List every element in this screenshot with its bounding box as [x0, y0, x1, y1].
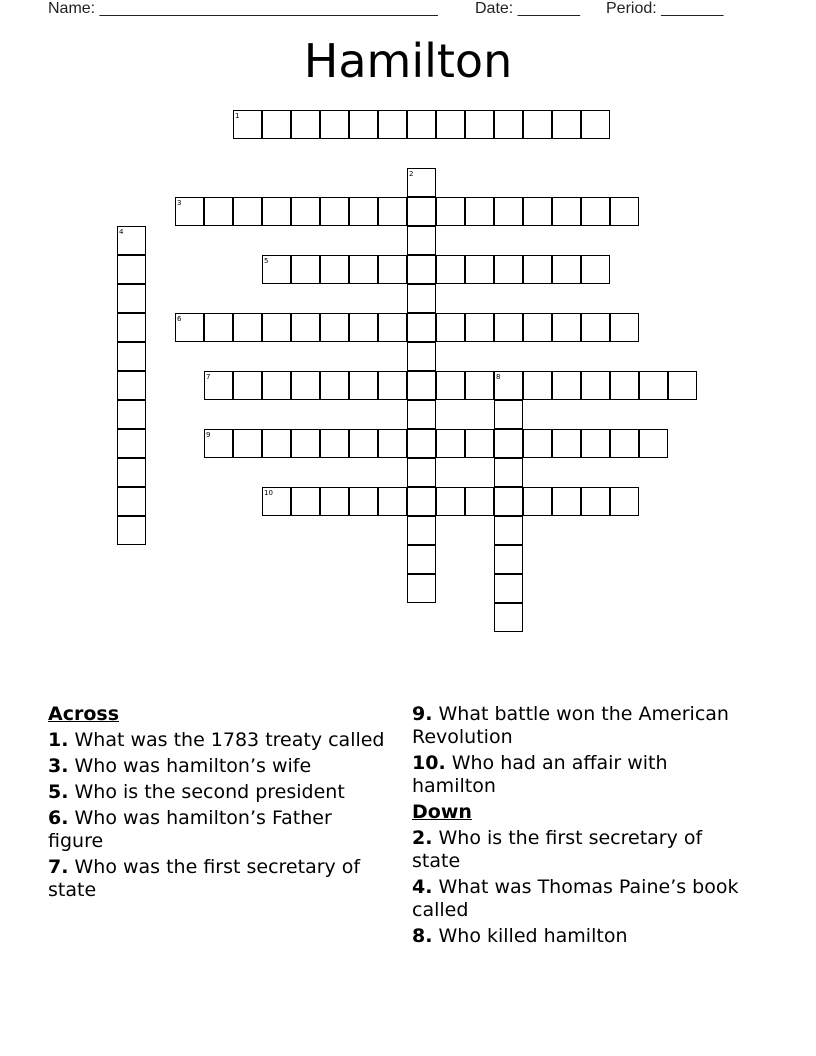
clue-text: Who was hamilton’s wife [68, 755, 312, 777]
grid-cell[interactable] [523, 371, 552, 400]
clues-left-column [48, 703, 388, 905]
grid-cell[interactable] [523, 313, 552, 342]
grid-cell[interactable] [610, 487, 639, 516]
grid-cell[interactable] [233, 371, 262, 400]
clue-number: 10. [412, 752, 446, 774]
grid-cell[interactable] [204, 313, 233, 342]
grid-cell[interactable] [494, 429, 523, 458]
grid-cell[interactable] [494, 603, 523, 632]
grid-cell[interactable] [349, 313, 378, 342]
clue-down-8 [412, 925, 752, 948]
grid-cell[interactable] [320, 371, 349, 400]
grid-cell[interactable] [291, 197, 320, 226]
grid-cell[interactable] [465, 371, 494, 400]
grid-cell[interactable] [552, 487, 581, 516]
grid-cell[interactable] [407, 110, 436, 139]
clue-number-label: 10 [264, 489, 273, 497]
clue-text: Who was hamilton’s Father figure [48, 807, 332, 852]
clue-text: What was Thomas Paine’s book called [412, 876, 739, 921]
grid-cell[interactable] [262, 197, 291, 226]
grid-cell[interactable] [436, 110, 465, 139]
grid-cell[interactable] [262, 371, 291, 400]
grid-cell[interactable] [523, 429, 552, 458]
clue-down-2 [412, 827, 752, 873]
grid-cell[interactable] [581, 197, 610, 226]
grid-cell[interactable] [552, 371, 581, 400]
clue-number-label: 5 [264, 257, 269, 265]
grid-cell[interactable] [291, 429, 320, 458]
grid-cell[interactable] [407, 255, 436, 284]
grid-cell[interactable] [436, 255, 465, 284]
grid-cell[interactable] [581, 429, 610, 458]
grid-cell[interactable] [407, 284, 436, 313]
grid-cell[interactable] [407, 545, 436, 574]
grid-cell[interactable] [349, 487, 378, 516]
grid-cell[interactable] [117, 429, 146, 458]
grid-cell[interactable] [378, 487, 407, 516]
grid-cell[interactable] [494, 255, 523, 284]
grid-cell[interactable] [378, 429, 407, 458]
clue-text: Who is the second president [68, 781, 345, 803]
grid-cell[interactable] [581, 371, 610, 400]
grid-cell[interactable] [378, 313, 407, 342]
grid-cell[interactable] [581, 487, 610, 516]
down-heading: Down [412, 801, 472, 823]
grid-cell[interactable] [407, 487, 436, 516]
clues-right-column [412, 703, 752, 951]
clue-text: Who killed hamilton [432, 925, 628, 947]
grid-cell[interactable] [407, 197, 436, 226]
grid-cell[interactable] [291, 255, 320, 284]
grid-cell[interactable] [291, 371, 320, 400]
clue-number: 4. [412, 876, 433, 898]
date-field-label: Date: _______ [475, 0, 580, 17]
period-field-label: Period: _______ [606, 0, 724, 17]
clue-across-9 [412, 703, 752, 749]
clue-number: 1. [48, 729, 69, 751]
grid-cell[interactable] [349, 429, 378, 458]
grid-cell[interactable] [523, 110, 552, 139]
clue-across-10 [412, 752, 752, 798]
grid-cell[interactable] [117, 313, 146, 342]
grid-cell[interactable] [117, 284, 146, 313]
clue-across-1 [48, 729, 388, 752]
grid-cell[interactable] [407, 226, 436, 255]
grid-cell[interactable] [407, 313, 436, 342]
grid-cell[interactable] [349, 371, 378, 400]
grid-cell[interactable] [349, 255, 378, 284]
grid-cell[interactable] [494, 110, 523, 139]
grid-cell[interactable] [291, 487, 320, 516]
grid-cell[interactable] [552, 255, 581, 284]
grid-cell[interactable] [668, 371, 697, 400]
clue-number: 7. [48, 856, 69, 878]
grid-cell[interactable] [436, 197, 465, 226]
grid-cell[interactable] [436, 487, 465, 516]
grid-cell[interactable] [320, 313, 349, 342]
grid-cell[interactable] [233, 197, 262, 226]
clue-across-5 [48, 781, 388, 804]
grid-cell[interactable] [436, 429, 465, 458]
grid-cell[interactable] [320, 255, 349, 284]
clue-number: 6. [48, 807, 69, 829]
across-heading: Across [48, 703, 120, 725]
grid-cell[interactable] [378, 110, 407, 139]
grid-cell[interactable] [117, 342, 146, 371]
grid-cell[interactable] [407, 342, 436, 371]
grid-cell[interactable] [407, 400, 436, 429]
grid-cell[interactable] [117, 371, 146, 400]
grid-cell[interactable] [320, 487, 349, 516]
grid-cell[interactable] [494, 400, 523, 429]
grid-cell[interactable] [610, 429, 639, 458]
grid-cell[interactable] [117, 255, 146, 284]
grid-cell[interactable] [465, 429, 494, 458]
grid-cell[interactable] [494, 487, 523, 516]
grid-cell[interactable] [552, 313, 581, 342]
clue-text: Who had an affair with hamilton [412, 752, 668, 797]
grid-cell[interactable] [552, 429, 581, 458]
grid-cell[interactable] [291, 110, 320, 139]
grid-cell[interactable] [117, 458, 146, 487]
grid-cell[interactable] [378, 197, 407, 226]
grid-cell[interactable] [407, 574, 436, 603]
clue-text: Who was the first secretary of state [48, 856, 361, 901]
clue-down-4 [412, 876, 752, 922]
clue-number: 5. [48, 781, 69, 803]
grid-cell[interactable] [465, 110, 494, 139]
grid-cell[interactable] [494, 545, 523, 574]
clue-text: What was the 1783 treaty called [68, 729, 385, 751]
grid-cell[interactable] [117, 516, 146, 545]
grid-cell[interactable] [436, 371, 465, 400]
clue-text: What battle won the American Revolution [412, 703, 729, 748]
grid-cell[interactable] [581, 110, 610, 139]
grid-cell[interactable] [233, 313, 262, 342]
clue-number-label: 1 [235, 112, 240, 120]
clue-number-label: 9 [206, 431, 211, 439]
grid-cell[interactable] [552, 197, 581, 226]
grid-cell[interactable] [436, 313, 465, 342]
grid-cell[interactable] [320, 110, 349, 139]
clue-number-label: 8 [496, 373, 501, 381]
grid-cell[interactable] [117, 400, 146, 429]
grid-cell[interactable] [262, 110, 291, 139]
clue-across-7 [48, 856, 388, 902]
grid-cell[interactable] [581, 313, 610, 342]
grid-cell[interactable] [407, 371, 436, 400]
grid-cell[interactable] [494, 516, 523, 545]
grid-cell[interactable] [610, 197, 639, 226]
clue-text: Who is the first secretary of state [412, 827, 703, 872]
grid-cell[interactable] [291, 313, 320, 342]
clue-across-3 [48, 755, 388, 778]
grid-cell[interactable] [320, 197, 349, 226]
grid-cell[interactable] [349, 197, 378, 226]
grid-cell[interactable] [639, 371, 668, 400]
page-title: Hamilton [303, 34, 513, 88]
clue-number-label: 4 [119, 228, 124, 236]
clue-number: 2. [412, 827, 433, 849]
grid-cell[interactable] [494, 313, 523, 342]
clue-number: 9. [412, 703, 433, 725]
clue-number-label: 3 [177, 199, 182, 207]
grid-cell[interactable] [378, 371, 407, 400]
grid-cell[interactable] [407, 516, 436, 545]
grid-cell[interactable] [465, 197, 494, 226]
grid-cell[interactable] [465, 313, 494, 342]
grid-cell[interactable] [552, 110, 581, 139]
grid-cell[interactable] [204, 197, 233, 226]
grid-cell[interactable] [117, 487, 146, 516]
clue-number: 3. [48, 755, 69, 777]
clue-across-6 [48, 807, 388, 853]
clue-number: 8. [412, 925, 433, 947]
grid-cell[interactable] [523, 487, 552, 516]
grid-cell[interactable] [494, 197, 523, 226]
grid-cell[interactable] [407, 458, 436, 487]
grid-cell[interactable] [523, 255, 552, 284]
grid-cell[interactable] [320, 429, 349, 458]
grid-cell[interactable] [465, 487, 494, 516]
grid-cell[interactable] [262, 429, 291, 458]
grid-cell[interactable] [610, 371, 639, 400]
grid-cell[interactable] [523, 197, 552, 226]
grid-cell[interactable] [581, 255, 610, 284]
clue-number-label: 2 [409, 170, 414, 178]
name-field-label: Name: ______________________________________ [48, 0, 438, 17]
grid-cell[interactable] [610, 313, 639, 342]
grid-cell[interactable] [494, 574, 523, 603]
clue-number-label: 6 [177, 315, 182, 323]
grid-cell[interactable] [378, 255, 407, 284]
grid-cell[interactable] [262, 313, 291, 342]
grid-cell[interactable] [233, 429, 262, 458]
grid-cell[interactable] [494, 458, 523, 487]
grid-cell[interactable] [407, 429, 436, 458]
grid-cell[interactable] [639, 429, 668, 458]
grid-cell[interactable] [349, 110, 378, 139]
grid-cell[interactable] [465, 255, 494, 284]
clue-number-label: 7 [206, 373, 211, 381]
